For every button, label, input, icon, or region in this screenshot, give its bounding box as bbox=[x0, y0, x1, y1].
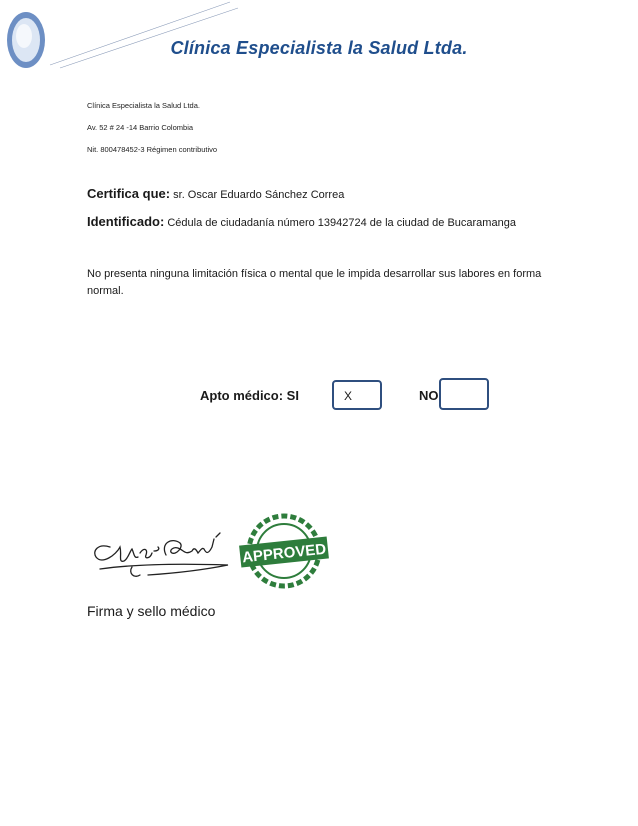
stamp-text: APPROVED bbox=[241, 540, 327, 567]
statement-paragraph: No presenta ninguna limitación física o mental que le impida desarrollar sus labores en forma normal. bbox=[87, 268, 542, 297]
handwritten-signature bbox=[88, 525, 238, 585]
company-name: Clínica Especialista la Salud Ltda. bbox=[87, 101, 200, 110]
identificado-label: Identificado: bbox=[87, 214, 165, 229]
identificado-row bbox=[87, 214, 516, 229]
header-decoration-lines bbox=[40, 0, 240, 70]
si-mark: X bbox=[344, 389, 353, 403]
no-checkbox[interactable] bbox=[439, 378, 489, 410]
identificado-value: Cédula de ciudadanía número 13942724 de la ciudad de Bucaramanga bbox=[167, 217, 516, 229]
certifica-value: sr. Oscar Eduardo Sánchez Correa bbox=[173, 189, 345, 201]
approved-stamp bbox=[236, 512, 332, 590]
page-title: Clínica Especialista la Salud Ltda. bbox=[170, 38, 468, 58]
certifica-label: Certifica que: bbox=[87, 186, 171, 201]
company-nit: Nit. 800478452-3 Régimen contributivo bbox=[87, 145, 218, 154]
si-checkbox[interactable] bbox=[332, 380, 382, 410]
signature-caption: Firma y sello médico bbox=[87, 603, 216, 619]
company-address: Av. 52 # 24 -14 Barrio Colombia bbox=[87, 123, 194, 132]
certifica-row bbox=[87, 186, 344, 201]
apto-medico-label: Apto médico: SI bbox=[200, 388, 299, 403]
no-label: NO bbox=[419, 388, 439, 403]
